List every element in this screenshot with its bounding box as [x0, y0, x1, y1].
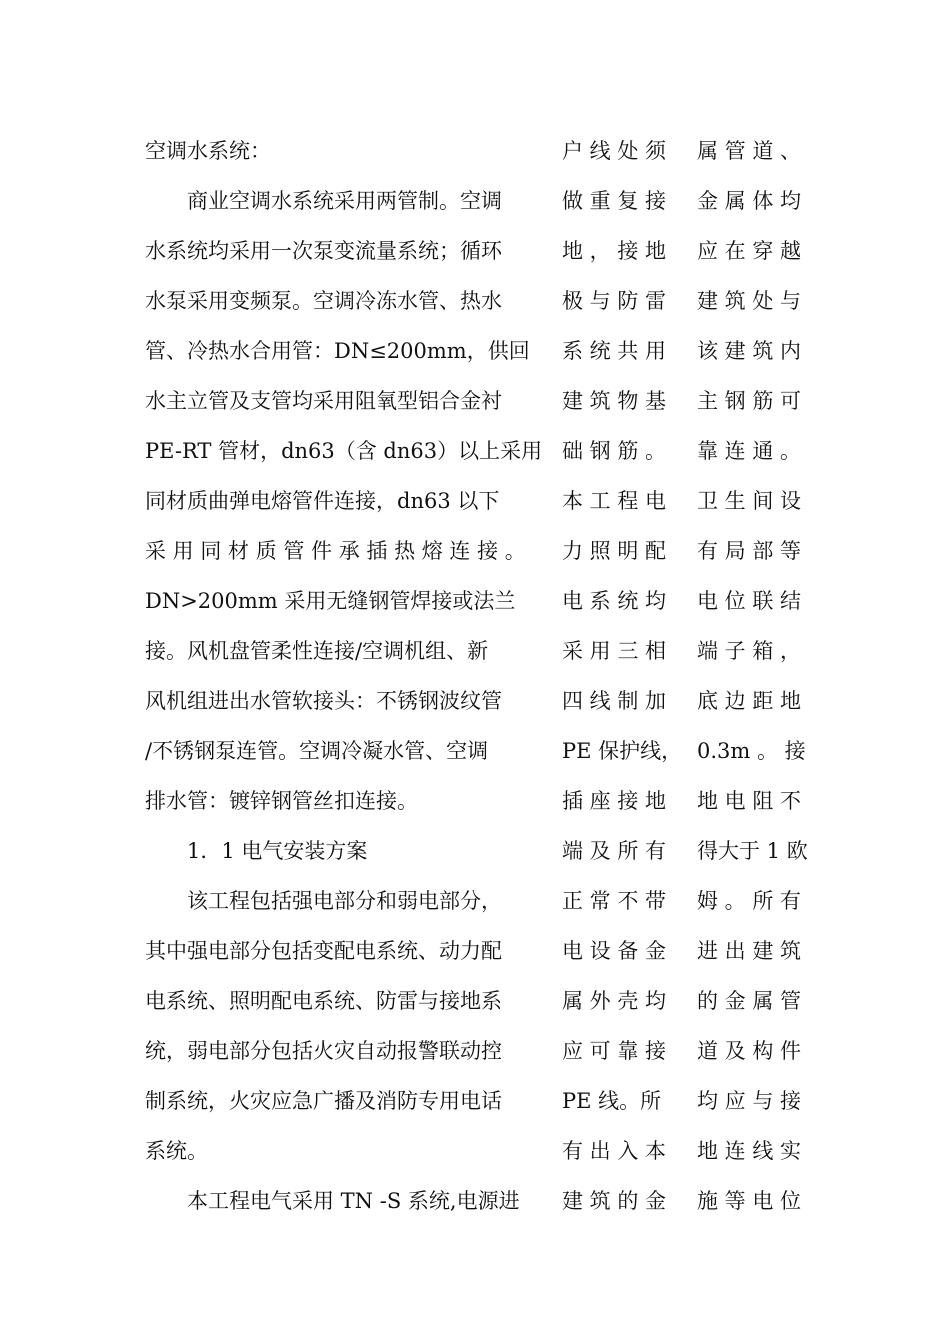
text-line: 金 属 体 均: [697, 189, 802, 213]
text-line: 商业空调水系统采用两管制。空调: [187, 189, 502, 213]
text-line: 管、冷热水合用管：DN≤200mm，供回: [145, 339, 530, 363]
text-line: 采 用 三 相: [562, 639, 667, 663]
text-line: 本工程电气采用 TN -S 系统,电源进: [187, 1189, 520, 1213]
text-line: 四 线 制 加: [562, 689, 667, 713]
text-column-1: [145, 126, 543, 1226]
text-line: 做 重 复 接: [562, 189, 667, 213]
text-column-3: [697, 126, 809, 1226]
text-line: 础 钢 筋 。: [562, 439, 667, 463]
text-line: 地 ， 接 地: [562, 239, 667, 263]
text-line: 1．1 电气安装方案: [187, 839, 368, 863]
text-line: 卫 生 间 设: [697, 489, 802, 513]
text-line: 有 出 入 本: [562, 1139, 667, 1163]
text-line: 接。风机盘管柔性连接/空调机组、新: [145, 639, 489, 663]
text-line: 电系统、照明配电系统、防雷与接地系: [145, 989, 502, 1013]
text-line: 正 常 不 带: [562, 889, 667, 913]
text-line: 属 管 道 、: [697, 139, 802, 163]
text-column-2: [562, 126, 683, 1226]
text-line: 道 及 构 件: [697, 1039, 802, 1063]
text-line: 插 座 接 地: [562, 789, 667, 813]
text-line: 水系统均采用一次泵变流量系统；循环: [145, 239, 502, 263]
text-line: 应 在 穿 越: [697, 239, 802, 263]
text-line: 空调水系统：: [145, 139, 271, 163]
text-line: 施 等 电 位: [697, 1189, 802, 1213]
text-line: 有 局 部 等: [697, 539, 802, 563]
text-line: 电 设 备 金: [562, 939, 667, 963]
text-line: 制系统，火灾应急广播及消防专用电话: [145, 1089, 502, 1113]
text-line: 进 出 建 筑: [697, 939, 802, 963]
text-line: 该工程包括强电部分和弱电部分，: [187, 889, 502, 913]
text-line: 同材质曲弹电熔管件连接，dn63 以下: [145, 489, 500, 513]
text-line: PE-RT 管材，dn63（含 dn63）以上采用: [145, 439, 543, 463]
text-line: 端 子 箱 ，: [697, 639, 802, 663]
text-line: 力 照 明 配: [562, 539, 667, 563]
text-line: 极 与 防 雷: [562, 289, 667, 313]
text-line: 电 系 统 均: [562, 589, 667, 613]
text-line: 建 筑 处 与: [697, 289, 802, 313]
text-line: 采 用 同 材 质 管 件 承 插 热 熔 连 接 。: [145, 539, 526, 563]
text-line: 属 外 壳 均: [562, 989, 667, 1013]
text-line: 0.3m 。 接: [697, 739, 806, 763]
text-line: 系 统 共 用: [562, 339, 667, 363]
text-line: 靠 连 通 。: [697, 439, 802, 463]
text-line: 风机组进出水管软接头：不锈钢波纹管: [145, 689, 502, 713]
text-line: 得大于 1 欧: [697, 839, 808, 863]
text-line: 地 连 线 实: [697, 1139, 802, 1163]
text-line: 建 筑 的 金: [562, 1189, 667, 1213]
text-line: 排水管：镀锌钢管丝扣连接。: [145, 789, 418, 813]
text-line: PE 保护线，: [562, 739, 683, 763]
text-line: 其中强电部分包括变配电系统、动力配: [145, 939, 502, 963]
text-line: 水泵采用变频泵。空调冷冻水管、热水: [145, 289, 502, 313]
text-line: 户 线 处 须: [562, 139, 667, 163]
text-line: 端 及 所 有: [562, 839, 667, 863]
text-line: PE 线。所: [562, 1089, 662, 1113]
text-line: 底 边 距 地: [697, 689, 802, 713]
text-line: /不锈钢泵连管。空调冷凝水管、空调: [145, 739, 489, 763]
text-line: 系统。: [145, 1139, 208, 1163]
text-line: 的 金 属 管: [697, 989, 802, 1013]
text-line: 地 电 阻 不: [697, 789, 802, 813]
text-line: 电 位 联 结: [697, 589, 802, 613]
text-line: 姆 。 所 有: [697, 889, 802, 913]
text-line: 本 工 程 电: [562, 489, 667, 513]
text-line: 该 建 筑 内: [697, 339, 802, 363]
text-line: 水主立管及支管均采用阻氧型铝合金衬: [145, 389, 502, 413]
text-line: 建 筑 物 基: [562, 389, 667, 413]
text-line: 统，弱电部分包括火灾自动报警联动控: [145, 1039, 502, 1063]
text-line: 应 可 靠 接: [562, 1039, 667, 1063]
text-line: 主 钢 筋 可: [697, 389, 802, 413]
text-line: DN>200mm 采用无缝钢管焊接或法兰: [145, 589, 516, 613]
text-line: 均 应 与 接: [697, 1089, 802, 1113]
